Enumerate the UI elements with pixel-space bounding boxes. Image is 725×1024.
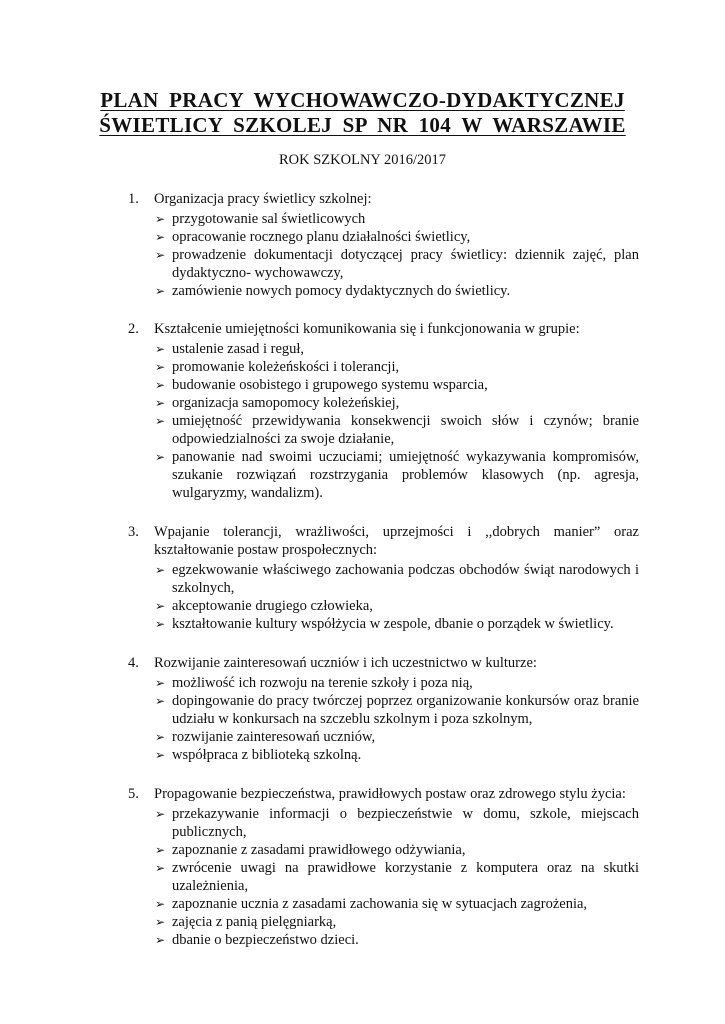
section-heading: Organizacja pracy świetlicy szkolnej: [154, 191, 372, 207]
section-number: 5. [128, 786, 139, 802]
list-item-text: przekazywanie informacji o bezpieczeństwie w domu, szkole, miejscach publicznych, [172, 806, 639, 840]
list-item [154, 394, 639, 412]
section-heading: Kształcenie umiejętności komunikowania się i funkcjonowania w grupie: [154, 321, 580, 337]
arrowhead-bullet-icon: ➢ [155, 599, 166, 613]
section-items [154, 805, 639, 949]
list-item-text: budowanie osobistego i grupowego systemu wsparcia, [172, 377, 488, 393]
section-items [154, 561, 639, 633]
list-item-text: akceptowanie drugiego człowieka, [172, 598, 373, 614]
arrowhead-bullet-icon: ➢ [155, 248, 166, 262]
section-heading: Propagowanie bezpieczeństwa, prawidłowych postaw oraz zdrowego stylu życia: [154, 786, 626, 802]
list-item [154, 282, 639, 300]
document-title [0, 88, 725, 138]
arrowhead-bullet-icon: ➢ [155, 284, 166, 298]
list-item-text: zajęcia z panią pielęgniarką, [172, 914, 337, 930]
section-2 [0, 320, 639, 502]
arrowhead-bullet-icon: ➢ [155, 730, 166, 744]
section-number: 3. [128, 524, 139, 540]
list-item [154, 692, 639, 728]
list-item [154, 841, 639, 859]
sections-list [0, 190, 725, 949]
section-number: 1. [128, 191, 139, 207]
list-item-text: zapoznanie ucznia z zasadami zachowania się w sytuacjach zagrożenia, [172, 896, 588, 912]
list-item [154, 340, 639, 358]
arrowhead-bullet-icon: ➢ [155, 897, 166, 911]
section-heading: Rozwijanie zainteresowań uczniów i ich uczestnictwo w kulturze: [154, 655, 537, 671]
list-item-text: ustalenie zasad i reguł, [172, 341, 305, 357]
list-item-text: kształtowanie kultury współżycia w zespole, dbanie o porządek w świetlicy. [172, 616, 614, 632]
list-item-text: rozwijanie zainteresowań uczniów, [172, 729, 376, 745]
arrowhead-bullet-icon: ➢ [155, 915, 166, 929]
list-item [154, 913, 639, 931]
list-item-text: współpraca z biblioteką szkolną. [172, 747, 362, 763]
arrowhead-bullet-icon: ➢ [155, 861, 166, 875]
list-item [154, 561, 639, 597]
arrowhead-bullet-icon: ➢ [155, 563, 166, 577]
arrowhead-bullet-icon: ➢ [155, 396, 166, 410]
list-item [154, 246, 639, 282]
list-item [154, 805, 639, 841]
list-item-text: organizacja samopomocy koleżeńskiej, [172, 395, 400, 411]
list-item-text: zapoznanie z zasadami prawidłowego odżywiania, [172, 842, 466, 858]
list-item [154, 358, 639, 376]
arrowhead-bullet-icon: ➢ [155, 807, 166, 821]
arrowhead-bullet-icon: ➢ [155, 933, 166, 947]
list-item-text: dbanie o bezpieczeństwo dzieci. [172, 932, 359, 948]
list-item [154, 210, 639, 228]
list-item-text: promowanie koleżeńskości i tolerancji, [172, 359, 400, 375]
list-item-text: możliwość ich rozwoju na terenie szkoły i poza nią, [172, 675, 473, 691]
section-3 [0, 523, 639, 633]
section-number: 4. [128, 655, 139, 671]
arrowhead-bullet-icon: ➢ [155, 617, 166, 631]
arrowhead-bullet-icon: ➢ [155, 230, 166, 244]
section-number: 2. [128, 321, 139, 337]
list-item-text: dopingowanie do pracy twórczej poprzez organizowanie konkursów oraz branie udziału w konkursach na szczeblu szkolnym i poza szkolnym, [172, 693, 639, 727]
arrowhead-bullet-icon: ➢ [155, 414, 166, 428]
section-heading: Wpajanie tolerancji, wrażliwości, uprzejmości i ,,dobrych manier” oraz kształtowanie postaw prospołecznych: [154, 524, 639, 558]
list-item [154, 376, 639, 394]
arrowhead-bullet-icon: ➢ [155, 843, 166, 857]
list-item-text: panowanie nad swoimi uczuciami; umiejętność wykazywania kompromisów, szukanie rozwiązań rozstrzygania problemów klasowych (np. agresja, wulgaryzmy, wandalizm). [172, 449, 639, 501]
list-item [154, 859, 639, 895]
section-4 [0, 654, 639, 764]
section-items [154, 674, 639, 764]
arrowhead-bullet-icon: ➢ [155, 748, 166, 762]
school-year-subtitle: ROK SZKOLNY 2016/2017 [278, 152, 447, 168]
arrowhead-bullet-icon: ➢ [155, 450, 166, 464]
section-items [154, 340, 639, 502]
list-item [154, 597, 639, 615]
list-item [154, 931, 639, 949]
list-item [154, 228, 639, 246]
list-item-text: egzekwowanie właściwego zachowania podczas obchodów świąt narodowych i szkolnych, [172, 562, 639, 596]
title-line-2: ŚWIETLICY SZKOLEJ SP NR 104 W WARSZAWIE [99, 113, 626, 137]
arrowhead-bullet-icon: ➢ [155, 360, 166, 374]
list-item [154, 615, 639, 633]
list-item-text: przygotowanie sal świetlicowych [172, 211, 366, 227]
list-item-text: prowadzenie dokumentacji dotyczącej pracy świetlicy: dziennik zajęć, plan dydaktyczno- wychowawczy, [172, 247, 639, 281]
arrowhead-bullet-icon: ➢ [155, 342, 166, 356]
list-item [154, 728, 639, 746]
arrowhead-bullet-icon: ➢ [155, 212, 166, 226]
section-5 [0, 785, 639, 949]
list-item-text: zamówienie nowych pomocy dydaktycznych do świetlicy. [172, 283, 511, 299]
section-1 [0, 190, 639, 300]
section-items [154, 210, 639, 300]
list-item-text: opracowanie rocznego planu działalności świetlicy, [172, 229, 471, 245]
list-item [154, 448, 639, 502]
arrowhead-bullet-icon: ➢ [155, 378, 166, 392]
list-item [154, 746, 639, 764]
list-item [154, 895, 639, 913]
list-item-text: umiejętność przewidywania konsekwencji swoich słów i czynów; branie odpowiedzialności za swoje działanie, [172, 413, 639, 447]
arrowhead-bullet-icon: ➢ [155, 694, 166, 708]
arrowhead-bullet-icon: ➢ [155, 676, 166, 690]
list-item-text: zwrócenie uwagi na prawidłowe korzystanie z komputera oraz na skutki uzależnienia, [172, 860, 639, 894]
list-item [154, 674, 639, 692]
list-item [154, 412, 639, 448]
title-line-1: PLAN PRACY WYCHOWAWCZO-DYDAKTYCZNEJ [100, 88, 625, 112]
